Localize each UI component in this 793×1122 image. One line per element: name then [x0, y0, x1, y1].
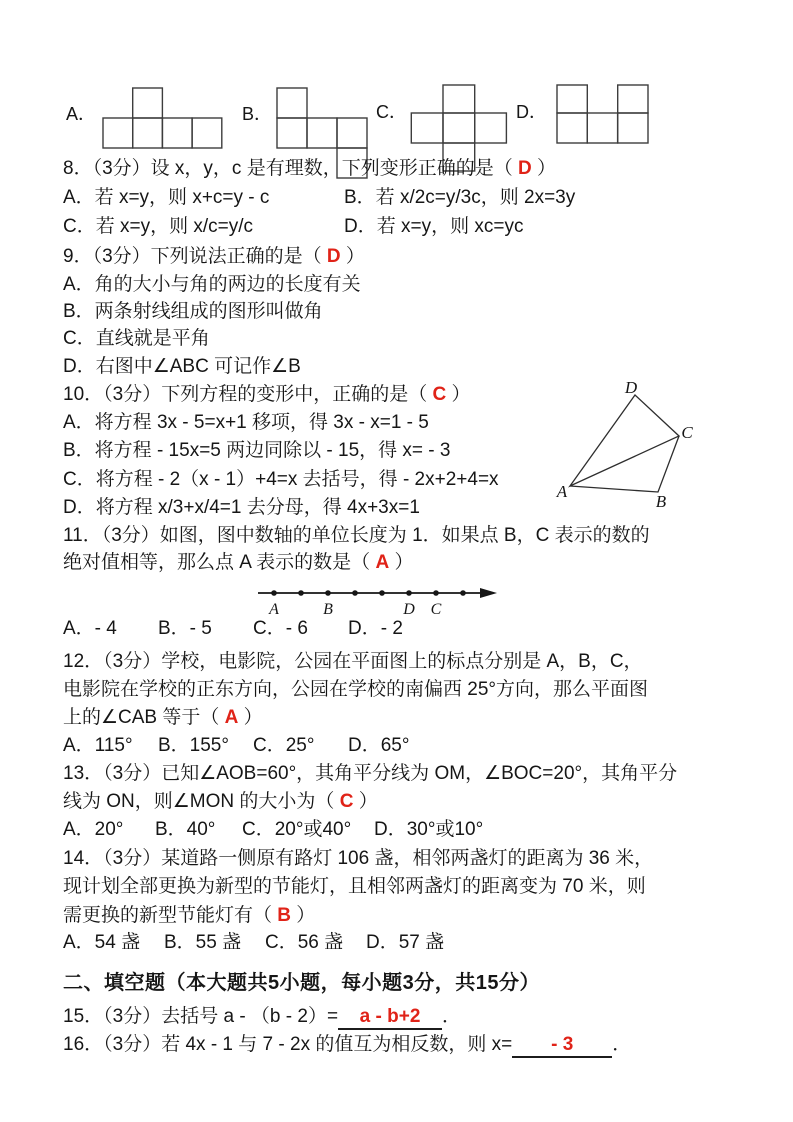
question-9-option-b: B．两条射线组成的图形叫做角 [63, 301, 323, 322]
question-8-header [63, 157, 556, 180]
question-14-answer: B [277, 905, 292, 926]
net-figure-d [557, 85, 648, 143]
question-8-options-row-2 [63, 215, 523, 238]
question-14-option-d: D．57 盏 [366, 932, 445, 953]
question-13-answer: C [339, 791, 354, 812]
net-figure-a [103, 88, 222, 148]
question-11-text: 绝对值相等，那么点 A 表示的数是（ [63, 552, 376, 573]
question-8-answer: D [517, 158, 532, 179]
question-16 [63, 1033, 631, 1058]
question-9-option-c: C．直线就是平角 [63, 328, 210, 349]
vertex-label-d: D [624, 378, 638, 397]
question-12-line-3 [63, 706, 263, 729]
question-9-header [63, 245, 365, 268]
number-line-figure [250, 578, 515, 620]
quadrilateral-abcd-figure [545, 370, 710, 520]
question-13-option-d: D．30°或10° [374, 819, 484, 840]
question-12-options [63, 734, 443, 757]
question-8-option-c: C．若 x=y，则 x/c=y/c [63, 216, 254, 237]
axis-point-label-d: D [403, 601, 415, 618]
question-13-text: 线为 ON，则∠MON 的大小为（ [63, 791, 340, 812]
question-12-option-a: A．115° [63, 735, 133, 756]
question-14-line-2: 现计划全部更换为新型的节能灯，且相邻两盏灯的距离变为 70 米，则 [63, 876, 646, 897]
question-11-option-a: A．- 4 [63, 618, 117, 639]
question-8-option-d: D．若 x=y，则 xc=yc [344, 216, 524, 237]
question-11-answer: A [375, 552, 390, 573]
question-15-period: ． [442, 1006, 462, 1027]
question-11-option-d: D．- 2 [348, 618, 403, 639]
question-13-line-1: 13．（3分）已知∠AOB=60°，其角平分线为 OM，∠BOC=20°，其角平分 [63, 763, 678, 784]
question-12-answer: A [224, 707, 239, 728]
net-option-label-b: B． [242, 104, 273, 124]
question-12-line-1: 12．（3分）学校，电影院，公园在平面图上的标点分别是 A，B，C， [63, 651, 643, 672]
question-12-close: ） [238, 707, 263, 728]
question-11-line-2 [63, 551, 413, 574]
question-15-text: 15．（3分）去括号 a - （b - 2）= [63, 1006, 339, 1027]
net-option-label-a: A． [66, 104, 97, 124]
question-8-option-a: A．若 x=y，则 x+c=y - c [63, 187, 270, 208]
question-13-line-2 [63, 790, 378, 813]
question-14-option-b: B．55 盏 [164, 932, 242, 953]
question-10-option-c: C．将方程 - 2（x - 1）+4=x 去括号，得 - 2x+2+4=x [63, 469, 499, 490]
question-10-text: 10．（3分）下列方程的变形中，正确的是（ [63, 384, 433, 405]
question-14-text: 需更换的新型节能灯有（ [63, 905, 278, 926]
section-2-heading: 二、填空题（本大题共5小题，每小题3分，共15分） [63, 972, 540, 994]
question-14-close: ） [291, 905, 316, 926]
question-10-close: ） [446, 384, 471, 405]
question-10-answer: C [432, 384, 447, 405]
question-8-options-row-1 [63, 186, 575, 209]
question-14-line-3 [63, 904, 315, 927]
question-16-answer-blank: - 3 [512, 1033, 612, 1058]
question-8-close: ） [531, 158, 556, 179]
question-13-option-b: B．40° [155, 819, 216, 840]
question-13-options [63, 818, 483, 841]
axis-arrow-icon [480, 588, 497, 598]
question-11-option-c: C．- 6 [253, 618, 308, 639]
question-10-option-a: A．将方程 3x - 5=x+1 移项，得 3x - x=1 - 5 [63, 412, 429, 433]
question-11-option-b: B．- 5 [158, 618, 212, 639]
question-15 [63, 1005, 461, 1030]
question-12-option-b: B．155° [158, 735, 229, 756]
question-8-text: 8．（3分）设 x，y，c 是有理数，下列变形正确的是（ [63, 158, 518, 179]
question-14-option-a: A．54 盏 [63, 932, 141, 953]
axis-point-label-b: B [323, 601, 333, 618]
question-10-option-b: B．将方程 - 15x=5 两边同除以 - 15，得 x= - 3 [63, 440, 451, 461]
question-11-line-1: 11．（3分）如图，图中数轴的单位长度为 1．如果点 B，C 表示的数的 [63, 525, 650, 546]
axis-point-label-a: A [269, 601, 279, 618]
question-16-period: ． [612, 1034, 632, 1055]
question-11-close: ） [389, 552, 414, 573]
question-9-text: 9．（3分）下列说法正确的是（ [63, 246, 327, 267]
question-12-line-2: 电影院在学校的正东方向，公园在学校的南偏西 25°方向，那么平面图 [63, 679, 649, 700]
question-9-answer: D [326, 246, 341, 267]
question-12-text: 上的∠CAB 等于（ [63, 707, 225, 728]
question-8-option-b: B．若 x/2c=y/3c，则 2x=3y [344, 187, 576, 208]
vertex-label-b: B [655, 492, 667, 511]
question-13-option-a: A．20° [63, 819, 124, 840]
question-14-option-c: C．56 盏 [265, 932, 344, 953]
question-9-close: ） [340, 246, 365, 267]
question-11-options [63, 617, 443, 640]
question-9-option-a: A．角的大小与角的两边的长度有关 [63, 274, 361, 295]
vertex-label-a: A [556, 482, 568, 501]
question-14-options [63, 931, 467, 954]
question-14-line-1: 14．（3分）某道路一侧原有路灯 106 盏，相邻两盏灯的距离为 36 米， [63, 848, 654, 869]
axis-point-label-c: C [430, 601, 442, 618]
question-10-header [63, 383, 471, 406]
question-10-option-d: D．将方程 x/3+x/4=1 去分母，得 4x+3x=1 [63, 497, 420, 518]
net-option-label-d: D． [516, 102, 547, 122]
vertex-label-c: C [681, 423, 693, 442]
question-15-answer-blank: a - b+2 [338, 1005, 442, 1030]
question-13-option-c: C．20°或40° [242, 819, 352, 840]
question-13-close: ） [353, 791, 378, 812]
question-12-option-d: D．65° [348, 735, 410, 756]
question-9-option-d: D．右图中∠ABC 可记作∠B [63, 356, 301, 377]
question-16-text: 16．（3分）若 4x - 1 与 7 - 2x 的值互为相反数，则 x= [63, 1034, 513, 1055]
net-option-label-c: C． [376, 102, 407, 122]
question-12-option-c: C．25° [253, 735, 315, 756]
